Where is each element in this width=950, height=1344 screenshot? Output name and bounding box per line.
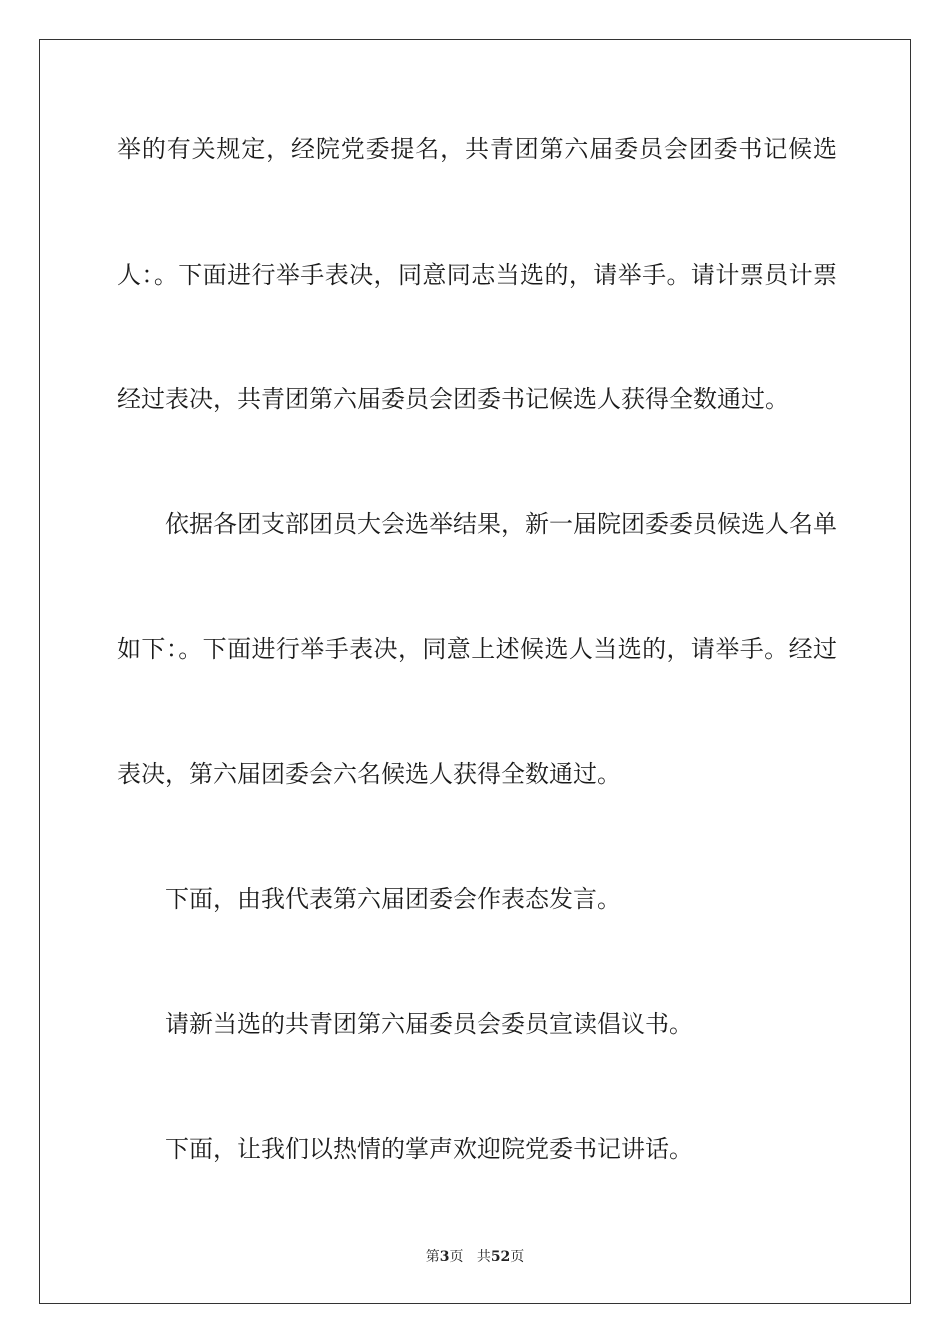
body-line-3: 经过表决，共青团第六届委员会团委书记候选人获得全数通过。 — [117, 385, 789, 413]
page-footer — [0, 1248, 950, 1266]
body-line-6: 表决，第六届团委会六名候选人获得全数通过。 — [117, 760, 621, 788]
body-line-9: 下面，让我们以热情的掌声欢迎院党委书记讲话。 — [165, 1135, 693, 1163]
page-border — [39, 39, 911, 1304]
body-line-7: 下面，由我代表第六届团委会作表态发言。 — [165, 885, 621, 913]
body-line-5: 如下：。下面进行举手表决，同意上述候选人当选的，请举手。经过 — [117, 635, 837, 663]
body-line-2: 人：。下面进行举手表决，同意同志当选的，请举手。请计票员计票 — [117, 261, 837, 289]
body-line-4: 依据各团支部团员大会选举结果，新一届院团委委员候选人名单 — [165, 510, 837, 538]
page-prefix: 第 — [425, 1249, 440, 1265]
page-suffix: 页 — [449, 1249, 464, 1265]
page-number: 3 — [439, 1249, 450, 1265]
total-prefix: 共 — [476, 1249, 491, 1265]
total-pages: 52 — [490, 1249, 511, 1265]
total-suffix: 页 — [510, 1249, 525, 1265]
body-line-8: 请新当选的共青团第六届委员会委员宣读倡议书。 — [165, 1010, 693, 1038]
body-line-1: 举的有关规定，经院党委提名，共青团第六届委员会团委书记候选 — [117, 135, 837, 163]
